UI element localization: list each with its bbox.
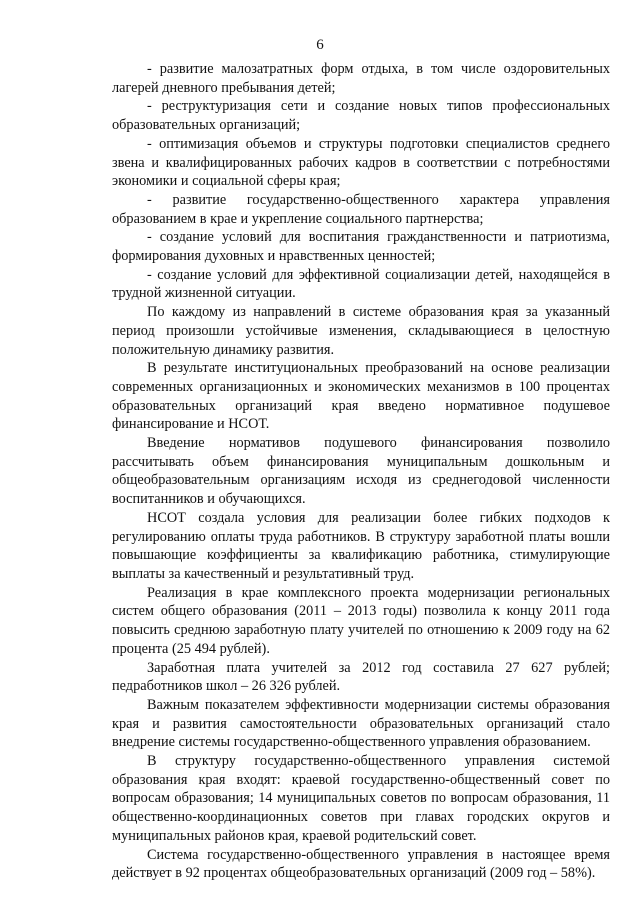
paragraph-governance-structure: В структуру государственно-общественного управления системой образования края входят: краевой государственно-общественный совет по вопросам образования; 14 муниципальных советов по вопросам образования, 11 общественно-координационных советов при главах городских округов и муниципальных районов края, краевой родительский совет.: [112, 753, 610, 844]
paragraph-changes: По каждому из направлений в системе образования края за указанный период произошли устойчивые изменения, складывающиеся в целостную положительную динамику развития.: [112, 304, 610, 358]
paragraph-teacher-salary: Заработная плата учителей за 2012 год составила 27 627 рублей; педработников школ – 26 326 рублей.: [112, 659, 610, 695]
paragraph-nsot: НСОТ создала условия для реализации более гибких подходов к регулированию оплаты труда работников. В структуру заработной платы вошли повышающие коэффициенты за квалификацию работника, стимулирующие выплаты за качественный и результативный труд.: [112, 509, 610, 582]
paragraph-modernization-project: Реализация в крае комплексного проекта модернизации региональных систем общего образования (2011 – 2013 годы) позволила к концу 2011 года повысить среднюю заработную плату учителей по отношению к 2009 году на 62 процента (25 494 рублей).: [112, 584, 610, 657]
paragraph-institutional-reforms: В результате институциональных преобразований на основе реализации современных организационных и экономических механизмов в 100 процентах образовательных организаций края введено нормативное подушевое финансирование и НСОТ.: [112, 360, 610, 433]
paragraph-public-governance: - развитие государственно-общественного характера управления образованием в крае и укрепление социального партнерства;: [112, 191, 610, 227]
paragraph-leisure: - развитие малозатратных форм отдыха, в том числе оздоровительных лагерей дневного пребывания детей;: [112, 61, 610, 96]
paragraph-efficiency-indicator: Важным показателем эффективности модернизации системы образования края и развития самостоятельности образовательных организаций стало внедрение системы государственно-общественного управления образованием.: [112, 696, 610, 751]
paragraph-restructuring: - реструктуризация сети и создание новых типов профессиональных образовательных организаций;: [112, 98, 610, 134]
paragraph-patriotism: - создание условий для воспитания гражданственности и патриотизма, формирования духовных и нравственных ценностей;: [112, 229, 610, 265]
document-body: [112, 60, 610, 883]
paragraph-socialization: - создание условий для эффективной социализации детей, находящейся в трудной жизненной ситуации.: [112, 266, 610, 302]
page-number: 6: [316, 37, 324, 53]
paragraph-training-optimization: - оптимизация объемов и структуры подготовки специалистов среднего звена и квалифицированных рабочих кадров в соответствии с потребностями экономики и социальной сферы края;: [112, 135, 610, 190]
paragraph-per-capita-funding: Введение нормативов подушевого финансирования позволило рассчитывать объем финансирования муниципальным дошкольным и общеобразовательным организациям исходя из среднегодовой численности воспитанников и обучающихся.: [112, 435, 610, 508]
paragraph-governance-coverage: Система государственно-общественного управления в настоящее время действует в 92 процентах общеобразовательных организаций (2009 год – 58%).: [112, 846, 610, 882]
